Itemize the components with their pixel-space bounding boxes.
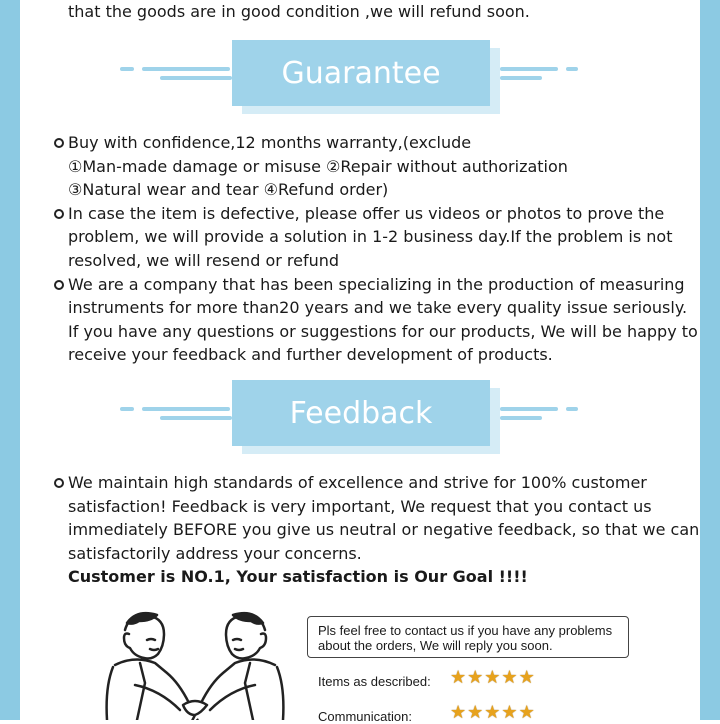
star-icon: ★ xyxy=(450,702,468,723)
list-item-line: ③Natural wear and tear ④Refund order) xyxy=(68,180,389,200)
rating-stars-items xyxy=(450,667,536,688)
list-item-line: immediately BEFORE you give us neutral or negative feedback, so that we can xyxy=(68,520,700,540)
feedback-banner xyxy=(120,380,580,450)
guarantee-banner xyxy=(120,40,580,110)
guarantee-list xyxy=(54,131,698,367)
star-icon: ★ xyxy=(501,702,519,723)
right-border xyxy=(700,0,720,720)
circle-bullet-icon xyxy=(54,280,64,290)
star-icon: ★ xyxy=(450,667,468,688)
goal-statement: Customer is NO.1, Your satisfaction is Our Goal !!!! xyxy=(68,567,528,587)
feedback-title: Feedback xyxy=(232,380,490,446)
feedback-list xyxy=(54,471,700,589)
list-item-line: resolved, we will resend or refund xyxy=(68,250,340,270)
list-item-line: problem, we will provide a solution in 1-2 business day.If the problem is not xyxy=(68,227,673,247)
star-icon: ★ xyxy=(484,702,502,723)
list-item-line: receive your feedback and further development of products. xyxy=(68,345,553,365)
list-item xyxy=(54,131,674,202)
list-item xyxy=(54,273,698,367)
list-item-line: Buy with confidence,12 months warranty,(exclude xyxy=(68,133,472,152)
star-icon: ★ xyxy=(518,667,536,688)
list-item xyxy=(54,202,674,273)
list-item-line: In case the item is defective, please offer us videos or photos to prove the xyxy=(68,203,665,223)
list-item-line: If you have any questions or suggestions for our products, We will be happy to xyxy=(68,321,698,341)
handshake-illustration xyxy=(95,605,295,720)
rating-label-items: Items as described: xyxy=(318,674,431,689)
list-item-line: We maintain high standards of excellence and strive for 100% customer xyxy=(68,473,647,492)
rating-label-communication: Communication: xyxy=(318,709,412,724)
star-icon: ★ xyxy=(467,702,485,723)
list-item-line: satisfactorily address your concerns. xyxy=(68,543,362,563)
circle-bullet-icon xyxy=(54,478,64,488)
list-item-line: satisfaction! Feedback is very important, We request that you contact us xyxy=(68,496,652,516)
circle-bullet-icon xyxy=(54,209,64,219)
list-item-line: instruments for more than20 years and we take every quality issue seriously. xyxy=(68,298,688,318)
list-item-line: ①Man-made damage or misuse ②Repair without authorization xyxy=(68,156,568,176)
circle-bullet-icon xyxy=(54,138,64,148)
list-item xyxy=(54,471,700,565)
star-icon: ★ xyxy=(501,667,519,688)
star-icon: ★ xyxy=(518,702,536,723)
left-border xyxy=(0,0,20,720)
intro-line: that the goods are in good condition ,we will refund soon. xyxy=(68,2,530,21)
contact-note: Pls feel free to contact us if you have any problems about the orders, We will reply you soon. xyxy=(307,616,629,658)
list-item-line: We are a company that has been specializing in the production of measuring xyxy=(68,274,685,294)
star-icon: ★ xyxy=(467,667,485,688)
star-icon: ★ xyxy=(484,667,502,688)
guarantee-title: Guarantee xyxy=(232,40,490,106)
